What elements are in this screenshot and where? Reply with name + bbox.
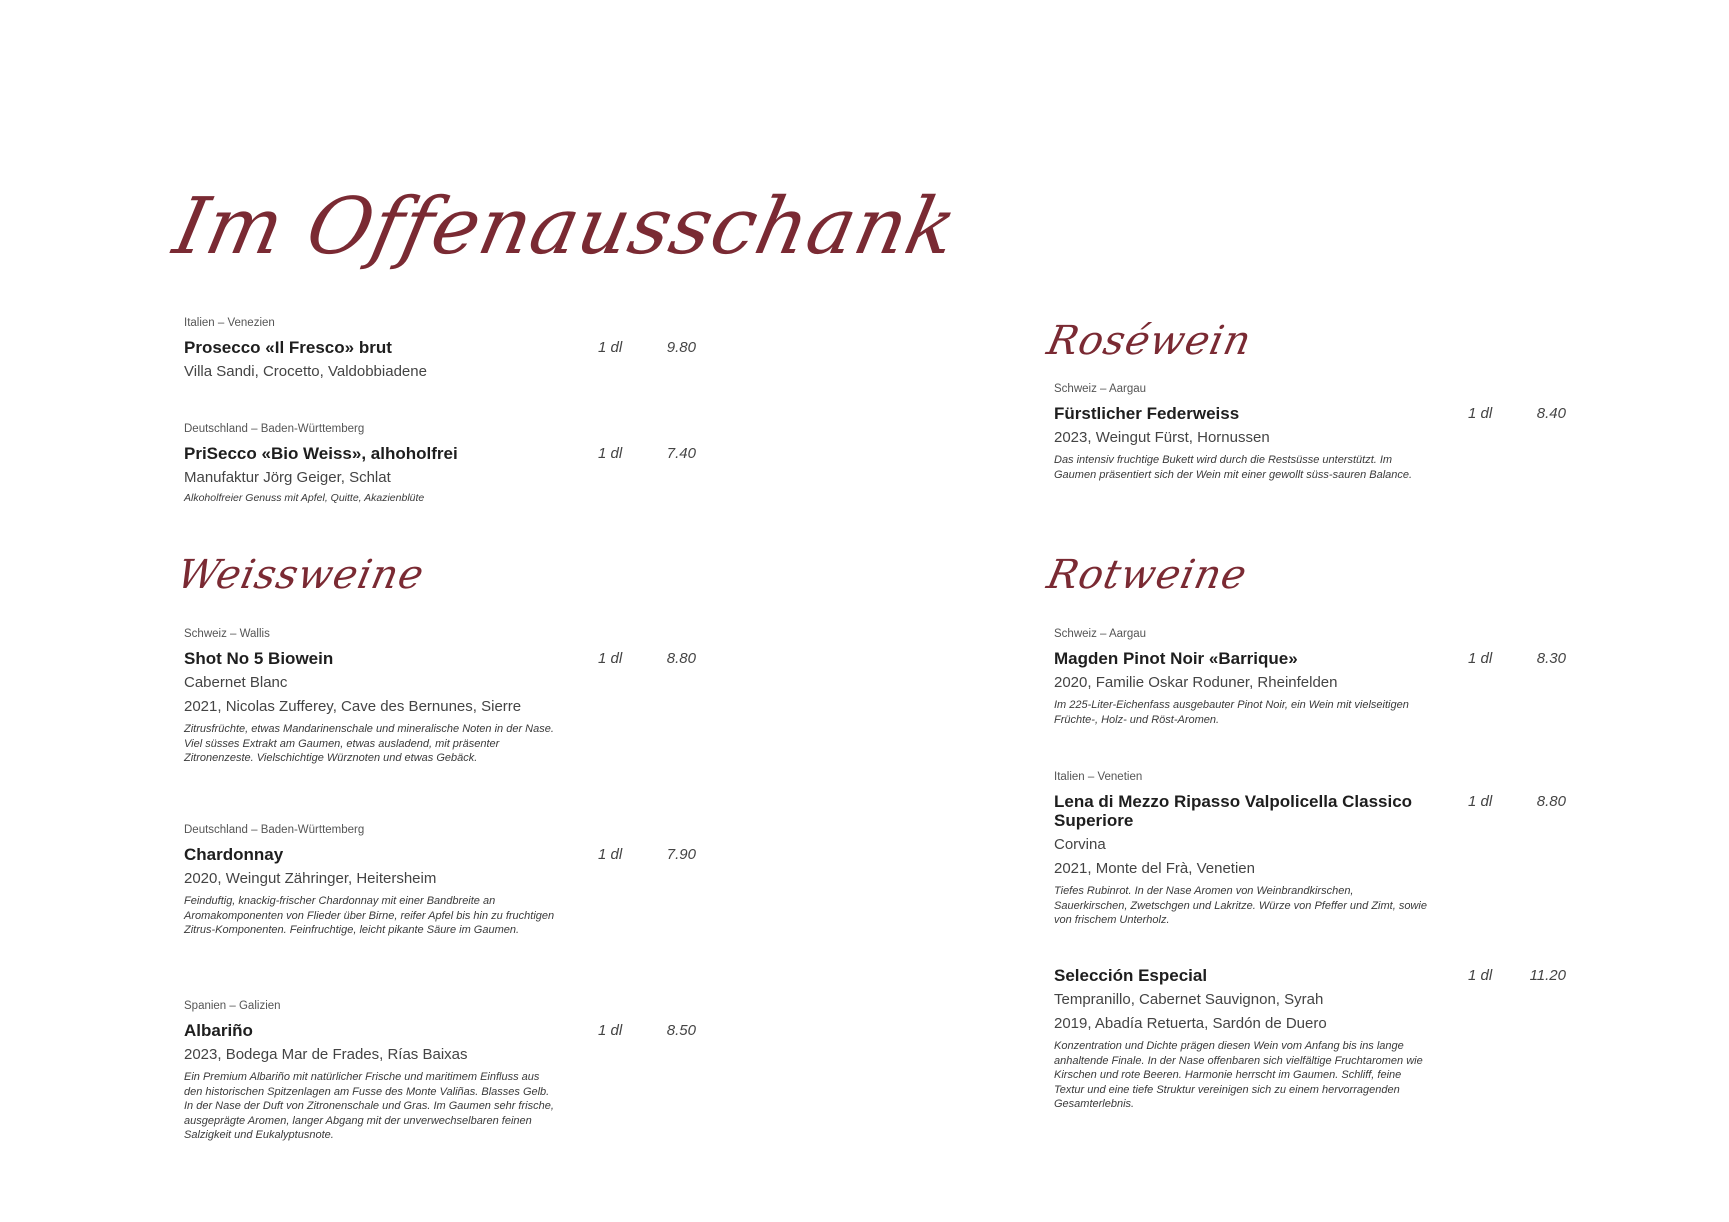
page-title: Im Offenausschank: [166, 182, 965, 272]
wine-federweiss: [1054, 382, 1564, 482]
wine-producer: Manufaktur Jörg Geiger, Schlat: [184, 469, 391, 486]
wine-description: Konzentration und Dichte prägen diesen Wein vom Anfang bis ins lange anhaltende Finale. In der Nase offenbaren sich vielfältige Fruchtaromen wie Kirschen und rote Beeren. Harmonie herrscht im Gaumen. Schliff, feine Textur und eine tiefe Struktur vereinigen sich zu einem hervorragenden Gesamterlebnis.: [1054, 1040, 1423, 1110]
wine-name: Selección Especial: [1054, 966, 1208, 985]
wine-producer: 2023, Bodega Mar de Frades, Rías Baixas: [184, 1046, 468, 1063]
wine-producer: 2021, Nicolas Zufferey, Cave des Bernunes, Sierre: [184, 698, 522, 715]
wine-region: Schweiz – Wallis: [184, 628, 270, 640]
wine-albarino: [184, 999, 694, 1143]
wine-region: Italien – Venetien: [1054, 771, 1143, 783]
wine-region: Deutschland – Baden-Württemberg: [184, 423, 365, 435]
wine-price: 9.80: [666, 339, 696, 356]
wine-price: 8.30: [1536, 650, 1566, 667]
wine-price: 8.80: [666, 650, 696, 667]
wine-name: Chardonnay: [184, 845, 284, 864]
wine-price: 7.90: [666, 846, 696, 863]
wine-description: Zitrusfrüchte, etwas Mandarinenschale und mineralische Noten in der Nase. Viel süsses Extrakt am Gaumen, etwas ausladend, mit präsenter Zitronenzeste. Vielschichtige Würznoten und etwas Gebäck.: [184, 723, 554, 764]
wine-description: Alkoholfreier Genuss mit Apfel, Quitte, Akazienblüte: [184, 492, 425, 504]
wine-name: PriSecco «Bio Weiss», alhoholfrei: [184, 444, 458, 463]
wine-grape: Tempranillo, Cabernet Sauvignon, Syrah: [1054, 991, 1324, 1008]
wine-quantity: 1 dl: [598, 445, 623, 462]
wine-region: Schweiz – Aargau: [1054, 383, 1147, 395]
wine-quantity: 1 dl: [598, 339, 623, 356]
wine-name: Prosecco «Il Fresco» brut: [184, 338, 392, 357]
wine-producer: 2020, Familie Oskar Roduner, Rheinfelden: [1054, 674, 1338, 691]
wine-name: Lena di Mezzo Ripasso Valpolicella Classico Superiore: [1054, 792, 1413, 830]
wine-description: Feinduftig, knackig-frischer Chardonnay mit einer Bandbreite an Aromakomponenten von Flieder über Birne, reifer Apfel bis hin zu fruchtigen Zitrus-Komponenten. Feinfruchtige, leicht pikante Säure im Gaumen.: [184, 895, 555, 936]
wine-description: Tiefes Rubinrot. In der Nase Aromen von Weinbrandkirschen, Sauerkirschen, Zwetschgen und Lakritze. Würze von Pfeffer und Zimt, sowie von frischem Unterholz.: [1054, 885, 1427, 926]
wine-name: Shot No 5 Biowein: [184, 649, 334, 668]
wine-producer: 2020, Weingut Zähringer, Heitersheim: [184, 870, 437, 887]
wine-name: Magden Pinot Noir «Barrique»: [1054, 649, 1298, 668]
wine-price: 8.50: [666, 1022, 696, 1039]
wine-region: Italien – Venezien: [184, 317, 275, 329]
wine-description: Im 225-Liter-Eichenfass ausgebauter Pinot Noir, ein Wein mit vielseitigen Früchte-, Holz- und Röst-Aromen.: [1054, 699, 1409, 726]
wine-price: 7.40: [666, 445, 696, 462]
wine-price: 11.20: [1529, 967, 1566, 984]
wine-quantity: 1 dl: [598, 650, 623, 667]
wine-grape: Cabernet Blanc: [184, 674, 288, 691]
wine-description: Das intensiv fruchtige Bukett wird durch die Restsüsse unterstützt. Im Gaumen präsentiert sich der Wein mit einer gewollt süss-sauren Balance.: [1054, 454, 1413, 481]
wine-quantity: 1 dl: [598, 846, 623, 863]
wine-producer: 2023, Weingut Fürst, Hornussen: [1054, 429, 1270, 446]
wine-quantity: 1 dl: [598, 1022, 623, 1039]
wine-name: Albariño: [184, 1021, 253, 1040]
wine-quantity: 1 dl: [1468, 793, 1493, 810]
section-heading-red: Rotweine: [1043, 552, 1252, 598]
wine-region: Spanien – Galizien: [184, 1000, 281, 1012]
wine-producer: 2021, Monte del Frà, Venetien: [1054, 860, 1255, 877]
wine-lena-di-mezzo: [1054, 770, 1564, 928]
wine-description: Ein Premium Albariño mit natürlicher Frische und maritimem Einfluss aus den historischen Spitzenlagen am Fusse des Monte Valiñas. Blasses Gelb. In der Nase der Duft von Zitronenschale und Gras. Im Gaumen sehr frische, ausgeprägte Aromen, langer Abgang mit der unverwechselbaren feinen Salzigkeit und Eukalyptusnote.: [184, 1071, 554, 1141]
wine-quantity: 1 dl: [1468, 650, 1493, 667]
wine-producer: Villa Sandi, Crocetto, Valdobbiadene: [184, 363, 427, 380]
wine-grape: Corvina: [1054, 836, 1106, 853]
wine-region: Deutschland – Baden-Württemberg: [184, 824, 365, 836]
wine-quantity: 1 dl: [1468, 405, 1493, 422]
wine-price: 8.80: [1536, 793, 1566, 810]
section-heading-white: Weissweine: [173, 552, 429, 598]
wine-region: Schweiz – Aargau: [1054, 628, 1147, 640]
wine-quantity: 1 dl: [1468, 967, 1493, 984]
wine-name: Fürstlicher Federweiss: [1054, 404, 1240, 423]
wine-prosecco: [184, 316, 694, 381]
wine-price: 8.40: [1536, 405, 1566, 422]
wine-prisecco: [184, 422, 694, 506]
wine-magden-pinot-noir: [1054, 627, 1564, 727]
wine-producer: 2019, Abadía Retuerta, Sardón de Duero: [1054, 1015, 1327, 1032]
wine-shot-no-5: [184, 627, 694, 766]
wine-seleccion-especial: [1054, 966, 1564, 1112]
section-heading-rose: Roséwein: [1043, 318, 1256, 364]
wine-chardonnay: [184, 823, 694, 938]
